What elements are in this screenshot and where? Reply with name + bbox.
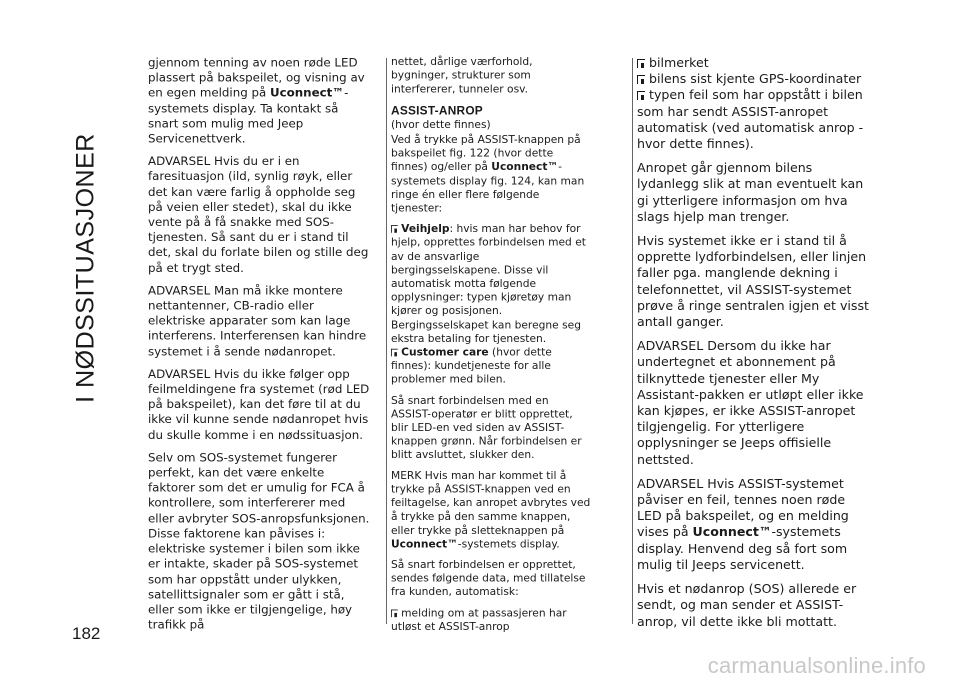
list-item: melding om at passasjeren har utløst et ASSIST-anrop: [391, 605, 567, 633]
watermark: carmanualsonline.info: [707, 653, 926, 678]
list-item: Veihjelp: hvis man har behov for hjelp, opprettes forbindelsen med et av de ansvarlige bergingsselskapene. Disse vil automatisk motta følgende opplysninger: typen kjøretøy man kjører og posisjonen. Bergingsselskapet kan beregne seg ekstra betaling for tjenesten.: [391, 221, 586, 345]
text-column-2: [391, 55, 591, 640]
warning-paragraph: ADVARSEL Hvis ASSIST-systemet påviser en feil, tennes noen røde LED på bakspeilet, og en melding vises på Uconnect™-systemets display. Henvend deg så fort som mulig til Jeeps servicenett.: [637, 475, 849, 572]
bullet-arrow-icon: [637, 75, 645, 84]
section-title-text: I NØDSSITUASJONER: [71, 133, 100, 403]
bullet-arrow-icon: [637, 59, 645, 68]
warning-paragraph: ADVARSEL Dersom du ikke har undertegnet et abonnement på tilknyttede tjenester eller My Assistant-pakken er utløpt eller ikke kan kjøpes, er ikke ASSIST-anropet tilgjengelig. For ytterligere opplysninger se Jeeps offisielle nettsted.: [637, 338, 864, 467]
paragraph: Hvis systemet ikke er i stand til å opprette lydforbindelsen, eller linjen faller pga. manglende dekning i telefonnettet, vil ASSIST-systemet prøve å ringe sentralen igjen et visst antall ganger.: [637, 233, 869, 330]
bullet-arrow-icon: [391, 225, 398, 233]
list-item: Customer care (hvor dette finnes): kundetjeneste for alle problemer med bilen.: [391, 345, 552, 386]
list-item: bilens sist kjente GPS-koordinater: [637, 71, 873, 87]
text-column-1: [148, 55, 370, 640]
paragraph: Anropet går gjennom bilens lydanlegg slik at man eventuelt kan gi ytterligere informasjon om hva slags hjelp man trenger.: [637, 160, 864, 224]
section-heading: ASSIST-ANROP: [391, 102, 483, 117]
text-column-3: [637, 55, 873, 638]
paragraph: Selv om SOS-systemet fungerer perfekt, kan det være enkelte faktorer som det er umulig for FCA å kontrollere, som interfererer med eller avbryter SOS-anropsfunksjonen. Disse faktorene kan påvises i: elektriske systemer i bilen som ikke er intakte, skader på SOS-systemet som har oppstått under ulykken, satellittsignaler som er gått i stå, eller som ikke er tilgjengelige, høy trafikk på: [148, 450, 370, 632]
page-number: 182: [72, 624, 101, 643]
column-divider: [632, 58, 633, 624]
column-divider: [386, 58, 387, 624]
paragraph: nettet, dårlige værforhold, bygninger, strukturer som interfererer, tunneler osv.: [391, 55, 533, 96]
bullet-arrow-icon: [391, 609, 398, 617]
paragraph: gjennom tenning av noen røde LED plassert på bakspeilet, og visning av en egen melding på Uconnect™-systemets display. Ta kontakt så snart som mulig med Jeep Servicenettverk.: [148, 55, 365, 146]
note-paragraph: MERK Hvis man har kommet til å trykke på ASSIST-knappen ved en feiltagelse, kan anropet avbrytes ved å trykke på den samme knappen, eller trykke på sletteknappen på Uconnect™-systemets display.: [391, 468, 591, 551]
warning-paragraph: ADVARSEL Hvis du er i en faresituasjon (ild, synlig røyk, eller det kan være farlig å oppholde seg på veien eller stedet), skal du ikke vente på å få snakke med SOS-tjenesten. Så sant du er i stand til det, skal du forlate bilen og stille deg på et trygt sted.: [148, 153, 369, 275]
list-item: typen feil som har oppstått i bilen som har sendt ASSIST-anropet automatisk (ved automatisk anrop - hvor dette finnes).: [637, 87, 864, 152]
warning-paragraph: ADVARSEL Hvis du ikke følger opp feilmeldingene fra systemet (rød LED på bakspeilet), kan det føre til at du ikke vil kunne sende nødanropet hvis du skulle komme i en nødssituasjon.: [148, 366, 370, 442]
list-item: bilmerket: [637, 55, 873, 71]
paragraph: Så snart forbindelsen med en ASSIST-operatør er blitt opprettet, blir LED-en ved siden av ASSIST-knappen grønn. Når forbindelsen er blitt avsluttet, slukker den.: [391, 393, 582, 461]
warning-paragraph: ADVARSEL Man må ikke montere nettantenner, CB-radio eller elektriske apparater som kan lage interferens. Interferensen kan hindre systemet i å sende nødanropet.: [148, 283, 367, 358]
subheading: (hvor dette finnes): [391, 117, 491, 131]
bullet-arrow-icon: [637, 91, 645, 100]
paragraph: Hvis et nødanrop (SOS) allerede er sendt, og man sender et ASSIST-anrop, vil dette ikke bli mottatt.: [637, 581, 857, 629]
paragraph: Så snart forbindelsen er opprettet, sendes følgende data, med tillatelse fra kunden, automatisk:: [391, 557, 586, 598]
bullet-arrow-icon: [391, 349, 398, 357]
paragraph: Ved å trykke på ASSIST-knappen på bakspeilet fig. 122 (hvor dette finnes) og/eller på Uconnect™-systemets display fig. 124, kan man ringe én eller flere følgende tjenester:: [391, 132, 585, 215]
